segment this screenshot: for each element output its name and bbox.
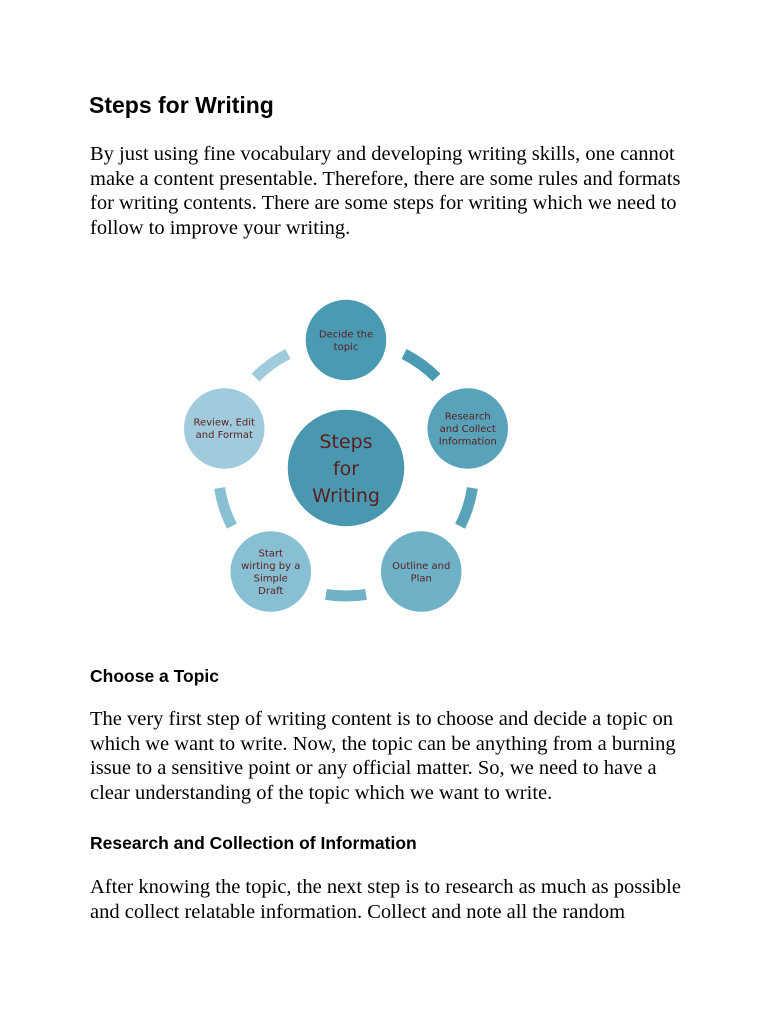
research-paragraph: [90, 875, 690, 924]
paragraph-line: clear understanding of the topic which we want to write.: [90, 781, 553, 804]
cycle-step-node: [183, 387, 265, 469]
intro-paragraph: [90, 142, 690, 240]
intro-line: for writing contents. There are some steps for writing which we need to: [90, 192, 677, 214]
cycle-center-node: [287, 409, 405, 527]
cycle-center-label: Writing: [312, 485, 380, 507]
cycle-step-label: Draft: [258, 585, 284, 597]
paragraph-line: After knowing the topic, the next step is to research as much as possible: [90, 876, 681, 898]
cycle-diagram-svg: [170, 280, 530, 640]
paragraph-line: issue to a sensitive point or any official matter. So, we need to have a: [90, 757, 657, 779]
cycle-step-node: [427, 387, 509, 469]
cycle-step-label: Outline and: [392, 560, 451, 572]
cycle-center-label: Steps: [319, 431, 373, 453]
cycle-connector-arc: [326, 594, 366, 596]
writing-steps-cycle-diagram: [170, 280, 530, 640]
cycle-center-label: for: [332, 458, 360, 480]
section-heading-research: Research and Collection of Information: [90, 833, 417, 853]
cycle-step-label: and Collect: [439, 423, 496, 435]
cycle-step-label: Research: [444, 411, 491, 423]
cycle-step-label: wirting by a: [241, 560, 301, 572]
paragraph-line: which we want to write. Now, the topic can be anything from a burning: [90, 732, 676, 755]
cycle-step-node: [380, 531, 462, 613]
cycle-step-label: Information: [438, 436, 497, 448]
cycle-step-label: Plan: [410, 573, 432, 585]
intro-line: follow to improve your writing.: [90, 216, 351, 239]
page-title: Steps for Writing: [89, 92, 274, 118]
cycle-connector-arc: [460, 488, 472, 526]
choose-topic-paragraph: [90, 707, 690, 805]
cycle-step-node: [305, 299, 387, 381]
paragraph-line: and collect relatable information. Collect and note all the random: [90, 900, 626, 923]
section-heading-choose-topic: Choose a Topic: [90, 666, 219, 686]
cycle-connector-arc: [404, 354, 436, 378]
intro-line: make a content presentable. Therefore, there are some rules and formats: [90, 167, 681, 190]
intro-line: By just using fine vocabulary and developing writing skills, one cannot: [90, 143, 675, 165]
cycle-connector-arc: [255, 354, 287, 378]
cycle-step-label: and Format: [195, 430, 253, 442]
cycle-step-label: topic: [333, 341, 359, 353]
cycle-step-label: Decide the: [318, 329, 374, 341]
cycle-step-node: [230, 531, 312, 613]
cycle-step-label: Simple: [253, 573, 288, 585]
cycle-step-label: Start: [258, 548, 283, 560]
cycle-step-label: Review, Edit: [193, 417, 255, 429]
paragraph-line: The very first step of writing content is to choose and decide a topic on: [90, 708, 673, 730]
cycle-connector-arc: [220, 488, 232, 526]
